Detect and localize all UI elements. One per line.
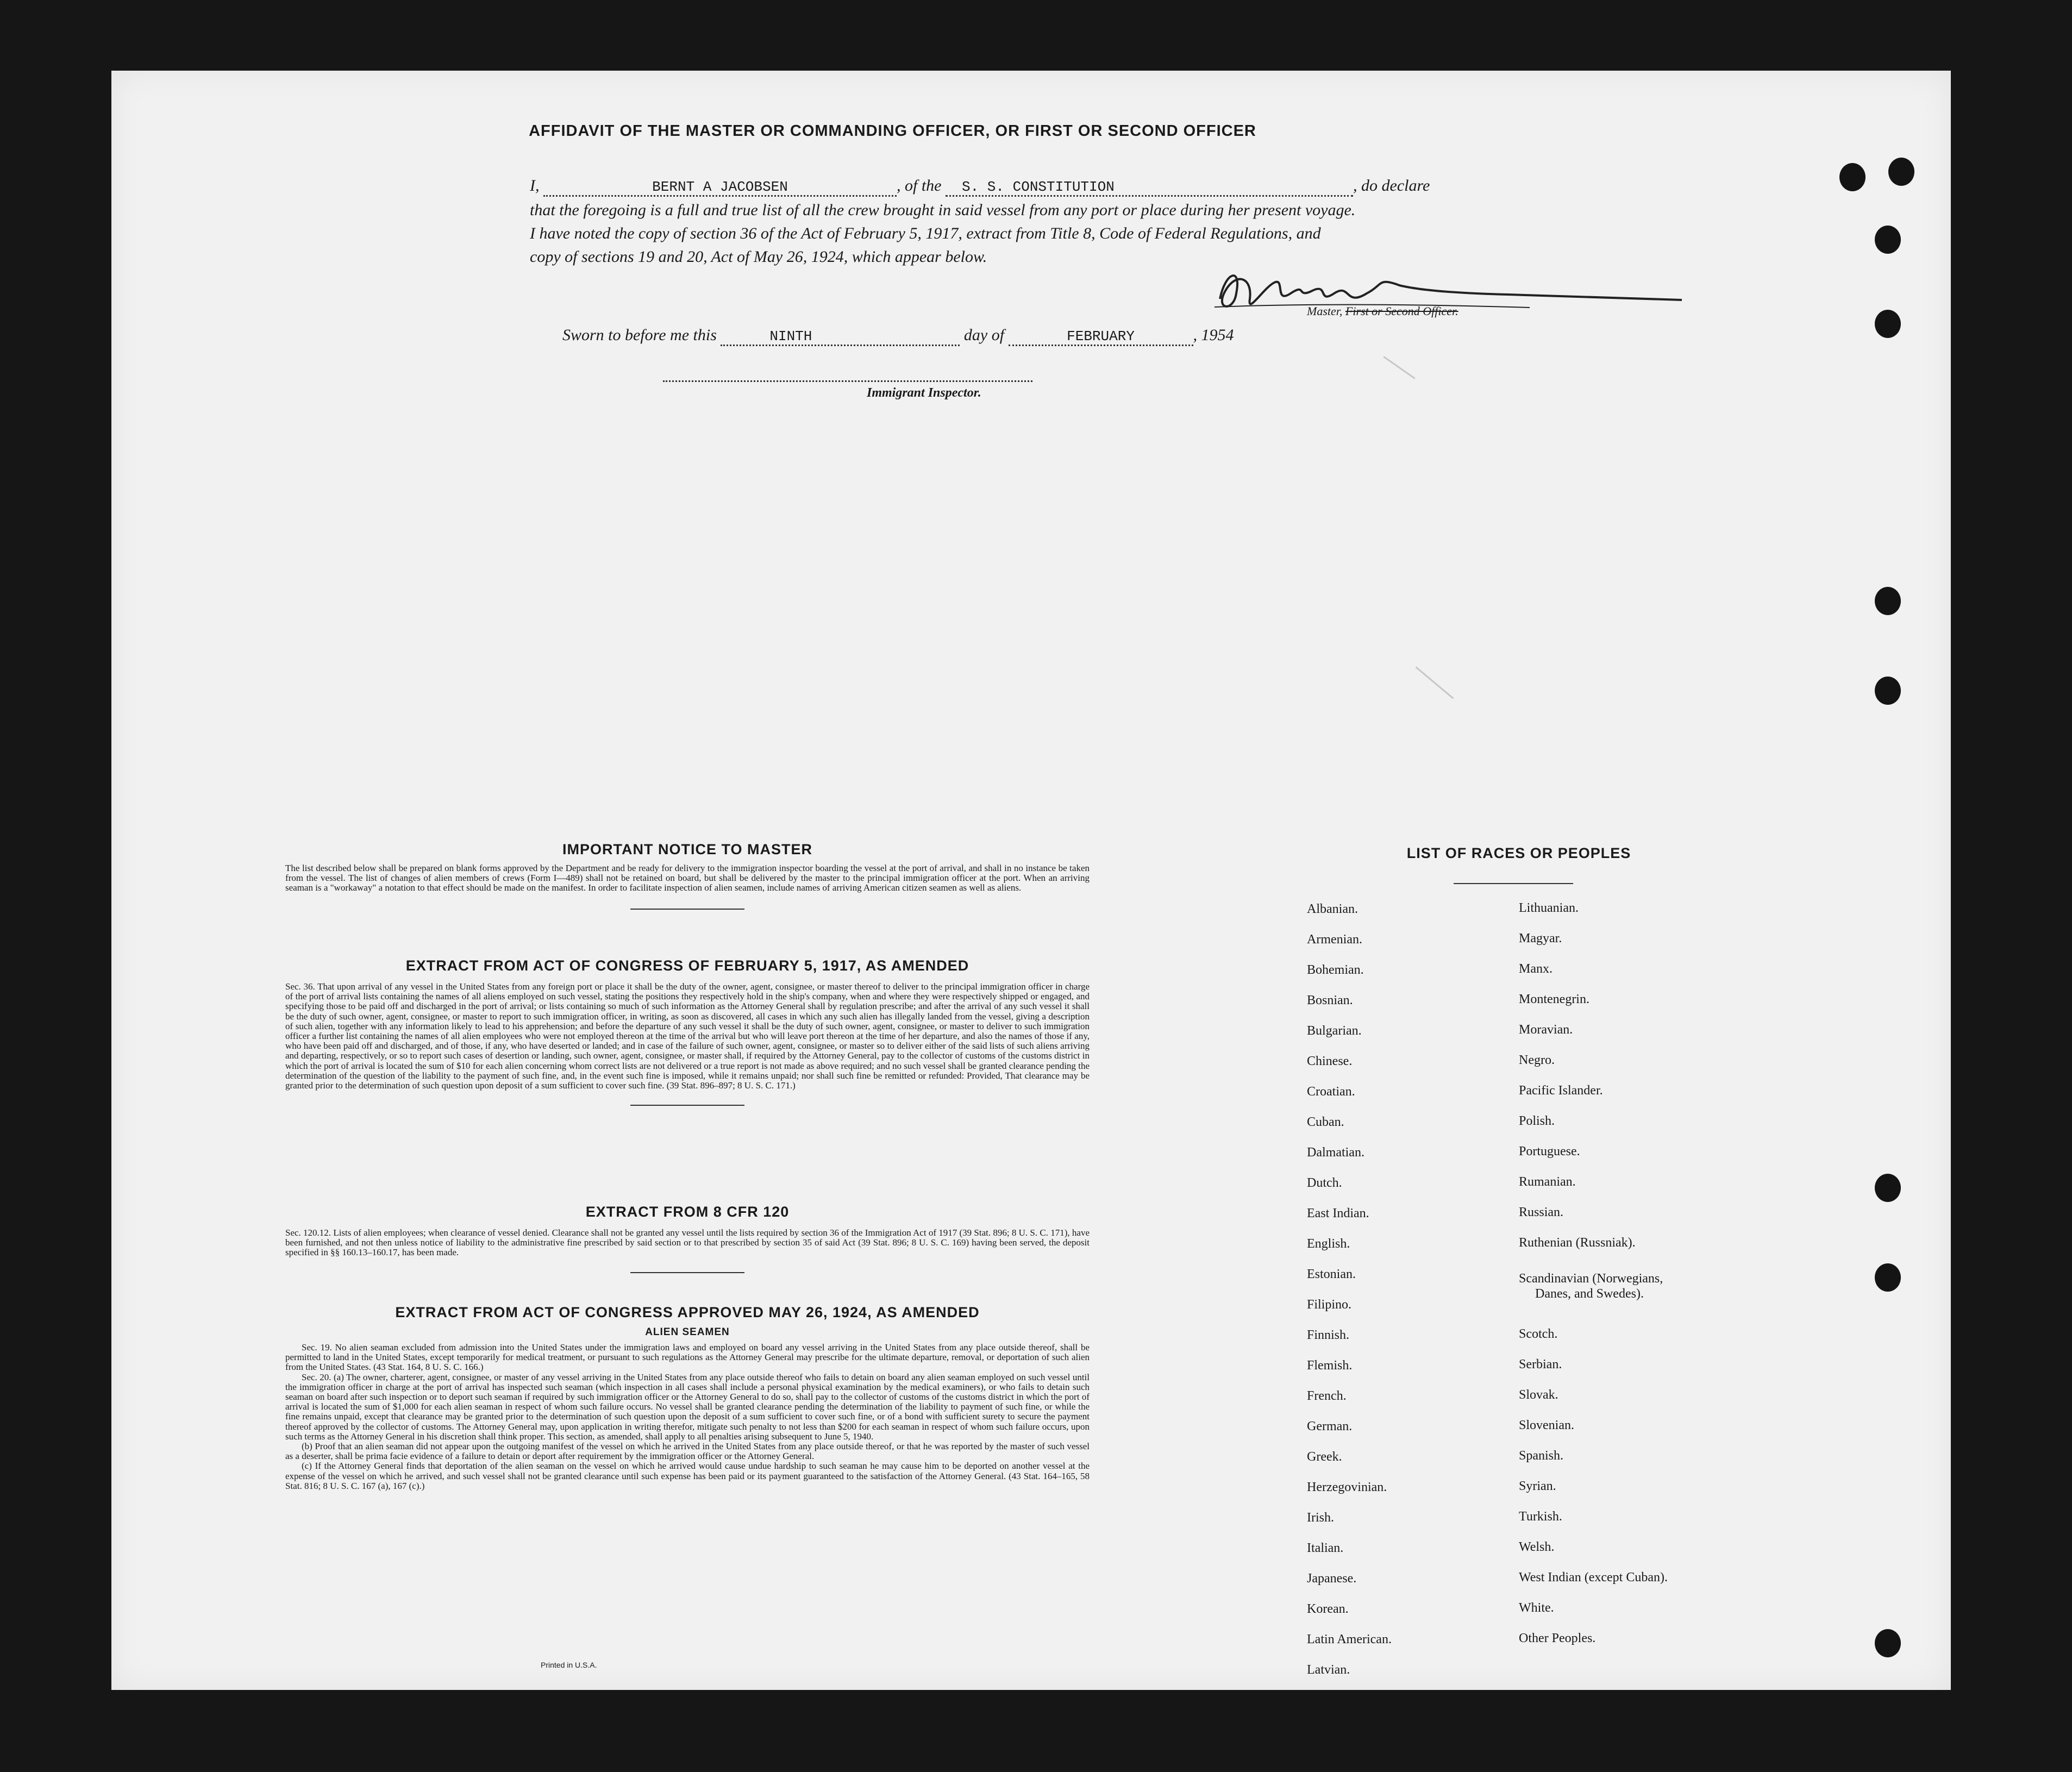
race-item: Dalmatian. — [1307, 1145, 1364, 1160]
master-name-field: BERNT A JACOBSEN — [543, 179, 897, 197]
extract-cfr-body: Sec. 120.12. Lists of alien employees; when clearance of vessel denied. Clearance shall not be granted any vessel until the lists required by section 36 of the Immigration Act of 1917 (39 Stat. 896; 8 U. S. C. 171), have been furnished, and not then unless notice of liability to the administrative fine prescribed by said section or to that prescribed by section 35 of said Act (39 Stat. 896; 8 U. S. C. 169) having been served, the deposit specified in §§ 160.13–160.17, has been made. — [285, 1228, 1090, 1258]
inspector-signature-line — [663, 380, 1032, 382]
race-item: Italian. — [1307, 1541, 1344, 1555]
race-item: Lithuanian. — [1519, 901, 1579, 915]
punch-hole — [1875, 1263, 1901, 1292]
race-item: Flemish. — [1307, 1358, 1353, 1373]
race-item: Finnish. — [1307, 1328, 1350, 1342]
extract-cfr — [285, 1204, 1090, 1273]
race-item: Other Peoples. — [1519, 1631, 1596, 1645]
race-item: English. — [1307, 1237, 1350, 1251]
vessel-name-field: S. S. CONSTITUTION — [946, 179, 1353, 197]
race-item: Croatian. — [1307, 1085, 1355, 1099]
punch-hole — [1875, 226, 1901, 254]
race-item: East Indian. — [1307, 1206, 1369, 1220]
race-item: Latin American. — [1307, 1632, 1392, 1646]
race-item: White. — [1519, 1601, 1554, 1615]
extract-1924-title: EXTRACT FROM ACT OF CONGRESS APPROVED MAY 26, 1924, AS AMENDED — [395, 1304, 980, 1320]
race-item: Cuban. — [1307, 1115, 1344, 1129]
race-item: Estonian. — [1307, 1267, 1356, 1281]
extract-cfr-title: EXTRACT FROM 8 CFR 120 — [585, 1204, 790, 1220]
race-item: Portuguese. — [1519, 1144, 1580, 1159]
punch-hole — [1888, 158, 1914, 186]
race-item: Greek. — [1307, 1450, 1342, 1464]
punch-hole — [1875, 310, 1901, 338]
race-item: Welsh. — [1519, 1540, 1555, 1554]
divider — [630, 1272, 744, 1273]
race-item: French. — [1307, 1389, 1347, 1403]
affidavit-line-1: I, BERNT A JACOBSEN , of the S. S. CONSTITUTION , do declare — [530, 177, 1655, 197]
race-item: Russian. — [1519, 1205, 1564, 1219]
master-title: Master, First or Second Officer. — [1307, 304, 1458, 318]
race-item: Slovenian. — [1519, 1418, 1574, 1432]
races-title-rule — [1454, 883, 1573, 884]
extract-1924-subtitle: ALIEN SEAMEN — [645, 1326, 730, 1338]
race-item: Syrian. — [1519, 1479, 1556, 1493]
punch-hole — [1875, 1629, 1901, 1657]
important-notice-body: The list described below shall be prepared on blank forms approved by the Department and be ready for delivery to the immigration inspector boarding the vessel at the port of arrival, and shall in no instance be taken from the vessel. The list of changes of alien members of crews (Form I—489) shall not be retained on board, but shall be delivered by the master to the principal immigration officer at the port. When an arriving seaman is a "workaway" a notation to that effect should be made on the manifest. In order to facilitate inspection of alien seamen, include names of arriving American citizen seamen as well as aliens. — [285, 863, 1090, 893]
punch-hole — [1839, 163, 1866, 191]
race-item: Filipino. — [1307, 1298, 1352, 1312]
race-item: Chinese. — [1307, 1054, 1353, 1068]
divider — [630, 909, 744, 910]
race-item: Herzegovinian. — [1307, 1480, 1387, 1494]
race-item: Japanese. — [1307, 1571, 1357, 1586]
affidavit-line-2: that the foregoing is a full and true list of all the crew brought in said vessel from any port or place during her present voyage. — [530, 201, 1356, 219]
race-item: Spanish. — [1519, 1449, 1564, 1463]
race-item: West Indian (except Cuban). — [1519, 1570, 1668, 1585]
affidavit-line-4: copy of sections 19 and 20, Act of May 26, 1924, which appear below. — [530, 248, 987, 266]
race-item: Slovak. — [1519, 1388, 1558, 1402]
printed-in-usa: Printed in U.S.A. — [541, 1661, 597, 1669]
scan-smudge — [1383, 356, 1415, 379]
extract-1924 — [285, 1304, 1090, 1491]
extract-1924-sec20c: (c) If the Attorney General finds that deportation of the alien seaman on the vessel on which he arrived would cause undue hardship to such seaman he may cause him to be deported on another vessel at the expense of the vessel on which he arrived, and such vessel shall not be granted clearance until such expense has been paid or its payment guaranteed to the satisfaction of the Attorney General. (43 Stat. 164–165, 58 Stat. 816; 8 U. S. C. 167 (a), 167 (c).) — [285, 1461, 1090, 1491]
race-item: Albanian. — [1307, 902, 1358, 916]
race-item: Irish. — [1307, 1511, 1334, 1525]
extract-1917 — [285, 957, 1090, 1106]
sworn-year-digit: 4 — [1225, 326, 1234, 344]
race-item: Rumanian. — [1519, 1175, 1576, 1189]
sworn-day-field: NINTH — [721, 328, 960, 346]
affidavit-title: AFFIDAVIT OF THE MASTER OR COMMANDING OFFICER, OR FIRST OR SECOND OFFICER — [529, 122, 1256, 140]
race-item: German. — [1307, 1419, 1353, 1433]
important-notice — [285, 841, 1090, 910]
race-item: Latvian. — [1307, 1663, 1350, 1677]
race-item: Scandinavian (Norwegians, — [1519, 1272, 1663, 1286]
punch-hole — [1875, 677, 1901, 705]
race-item: Armenian. — [1307, 932, 1362, 947]
race-item: Polish. — [1519, 1114, 1555, 1128]
extract-1924-sec20b: (b) Proof that an alien seaman did not appear upon the outgoing manifest of the vessel on which he arrived in the United States from any place outside thereof, or that he was reported by the master of such vessel as a deserter, shall be prima facie evidence of a failure to detain or deport after requirement by the immigration officer or the Attorney General. — [285, 1441, 1090, 1462]
race-item: Bohemian. — [1307, 963, 1364, 977]
sworn-line: Sworn to before me this NINTH day of FEBRUARY , 1954 — [562, 326, 1687, 346]
important-notice-title: IMPORTANT NOTICE TO MASTER — [562, 841, 812, 857]
race-item: Pacific Islander. — [1519, 1084, 1603, 1098]
race-item: Serbian. — [1519, 1357, 1562, 1372]
inspector-label: Immigrant Inspector. — [867, 386, 981, 400]
race-item: Turkish. — [1519, 1510, 1562, 1524]
divider — [630, 1105, 744, 1106]
sworn-month-field: FEBRUARY — [1009, 328, 1193, 346]
races-title: LIST OF RACES OR PEOPLES — [1406, 845, 1631, 861]
race-item: Moravian. — [1519, 1023, 1573, 1037]
punch-hole — [1875, 587, 1901, 615]
scan-smudge — [1416, 666, 1454, 699]
race-item: Korean. — [1307, 1602, 1349, 1616]
race-item: Bulgarian. — [1307, 1024, 1362, 1038]
race-item: Dutch. — [1307, 1176, 1342, 1190]
extract-1917-title: EXTRACT FROM ACT OF CONGRESS OF FEBRUARY 5, 1917, AS AMENDED — [405, 957, 969, 974]
punch-hole — [1875, 1174, 1901, 1202]
race-item: Negro. — [1519, 1053, 1555, 1067]
race-item: Manx. — [1519, 962, 1553, 976]
extract-1924-sec20a: Sec. 20. (a) The owner, charterer, agent, consignee, or master of any vessel arriving in the United States from any place outside thereof who fails to detain on board any alien seaman employed on such vessel until the immigration officer in charge at the port of arrival has inspected such seaman (which inspection in all cases shall include a personal physical examination by the medical examiners), or who fails to detain such seaman on board after such inspection or to deport such seaman if required by such immigration officer or the Attorney General to do so, shall pay to the collector of customs of the customs district in which the port of arrival is located the sum of $1,000 for each alien seaman in respect of whom such failure occurs. No vessel shall be granted clearance pending the determination of the liability to payment of such fine, or while the fine remains unpaid, except that clearance may be granted prior to the determination of such question upon the deposit of a sum sufficient to cover such fine, or of a bond with sufficient surety to secure the payment thereof approved by the collector of customs. The Attorney General may, upon application in writing therefor, mitigate such penalty to not less than $200 for each seaman in respect of whom such failure occurs, upon such terms as the Attorney General in his discretion shall think proper. This section, as amended, shall apply to all penalties arising subsequent to June 5, 1940. — [285, 1372, 1090, 1442]
document-sheet — [111, 71, 1951, 1690]
race-item: Montenegrin. — [1519, 992, 1589, 1006]
race-item: Ruthenian (Russniak). — [1519, 1236, 1636, 1250]
race-item: Scotch. — [1519, 1327, 1558, 1341]
race-item: Bosnian. — [1307, 993, 1353, 1007]
affidavit-line-3: I have noted the copy of section 36 of the Act of February 5, 1917, extract from Title 8, Code of Federal Regulations, and — [530, 224, 1321, 242]
extract-1924-sec19: Sec. 19. No alien seaman excluded from admission into the United States under the immigration laws and employed on board any vessel arriving in the United States from any place outside thereof, shall be permitted to land in the United States, except temporarily for medical treatment, or pursuant to such regulations as the Attorney General may prescribe for the ultimate departure, removal, or deportation of such alien from the United States. (43 Stat. 164, 8 U. S. C. 166.) — [285, 1342, 1090, 1373]
extract-1917-body: Sec. 36. That upon arrival of any vessel in the United States from any foreign port or place it shall be the duty of the owner, agent, consignee, or master thereof to deliver to the principal immigration officer in charge of the port of arrival lists containing the names of all aliens employed on such vessel, stating the positions they respectively hold in the ship's company, when and where they were respectively shipped or engaged, and specifying those to be paid off and discharged in the port of arrival; or lists containing so much of such information as the Attorney General shall by regulation prescribe; and after the arrival of any such vessel it shall be the duty of such owner, agent, consignee, or master to report to such immigration officer, in writing, as soon as discovered, all cases in which any such alien has illegally landed from the vessel, giving a description of such alien, together with any information likely to lead to his apprehension; and before the departure of any such vessel it shall be the duty of such owner, agent, consignee, or master to deliver to such immigration officer a further list containing the names of all alien employees who were not employed thereon at the time of the arrival but who will leave port thereon at the time of her departure, and also the names of those if any, who have been paid off and discharged, and of those, if any, who have deserted or landed; and in case of the failure of such owner, agent, consignee, or master so to deliver either of the said lists of such aliens arriving and departing, respectively, or so to report such cases of desertion or landing, such owner, agent, consignee, or master shall, if required by the Attorney General, pay to the collector of customs of the customs district in which the port of arrival is located the sum of $10 for each alien concerning whom correct lists are not delivered or a true report is not made as above required; and no such vessel shall be granted clearance pending the determination of the question of the liability to the payment of such fine, and, in the event such fine is imposed, while it remains unpaid; nor shall such fine be remitted or refunded: Provided, That clearance may be granted prior to the determination of such question upon deposit of a sum sufficient to cover such fine. (39 Stat. 896–897; 8 U. S. C. 171.) — [285, 981, 1090, 1091]
race-item: Danes, and Swedes). — [1535, 1287, 1644, 1301]
race-item: Magyar. — [1519, 931, 1562, 946]
